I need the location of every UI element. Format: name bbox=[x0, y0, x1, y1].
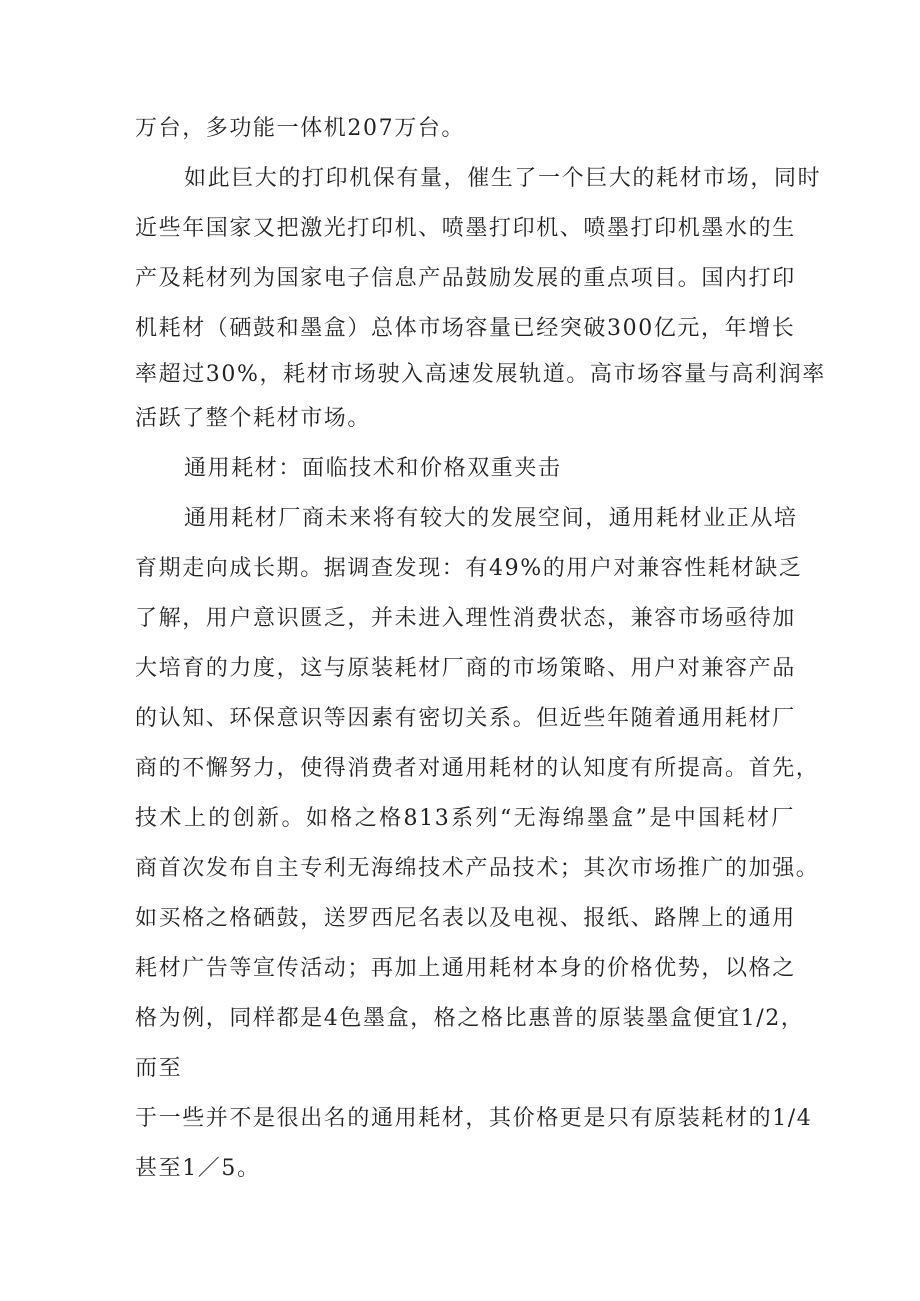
text-line: 技术上的创新。如格之格813系列“无海绵墨盒”是中国耗材厂 bbox=[135, 806, 795, 831]
text-line: 机耗材（硒鼓和墨盒）总体市场容量已经突破300亿元，年增长 bbox=[135, 316, 796, 341]
text-line: 甚至1／5。 bbox=[135, 1156, 261, 1181]
section-heading: 通用耗材：面临技术和价格双重夹击 bbox=[184, 456, 562, 481]
text-line: 育期走向成长期。据调查发现：有49%的用户对兼容性耗材缺乏 bbox=[135, 556, 803, 581]
text-line: 率超过30%，耗材市场驶入高速发展轨道。高市场容量与高利润率 bbox=[135, 362, 826, 387]
text-line: 的认知、环保意识等因素有密切关系。但近些年随着通用耗材厂 bbox=[135, 706, 796, 731]
text-line: 商的不懈努力，使得消费者对通用耗材的认知度有所提高。首先， bbox=[135, 756, 820, 781]
text-line: 活跃了整个耗材市场。 bbox=[135, 406, 372, 431]
paragraph-first-line: 如此巨大的打印机保有量，催生了一个巨大的耗材市场，同时 bbox=[184, 166, 822, 191]
text-line: 了解，用户意识匮乏，并未进入理性消费状态，兼容市场亟待加 bbox=[135, 606, 796, 631]
text-line: 近些年国家又把激光打印机、喷墨打印机、喷墨打印机墨水的生 bbox=[135, 216, 796, 241]
text-line: 商首次发布自主专利无海绵技术产品技术；其次市场推广的加强。 bbox=[135, 856, 820, 881]
text-line: 于一些并不是很出名的通用耗材，其价格更是只有原装耗材的1/4 bbox=[135, 1106, 813, 1131]
text-line: 万台，多功能一体机207万台。 bbox=[135, 116, 465, 141]
text-line: 格为例，同样都是4色墨盒，格之格比惠普的原装墨盒便宜1/2， bbox=[135, 1006, 805, 1031]
text-line: 而至 bbox=[135, 1056, 183, 1081]
text-line: 大培育的力度，这与原装耗材厂商的市场策略、用户对兼容产品 bbox=[135, 656, 796, 681]
paragraph-first-line: 通用耗材厂商未来将有较大的发展空间，通用耗材业正从培 bbox=[184, 506, 798, 531]
text-line: 如买格之格硒鼓，送罗西尼名表以及电视、报纸、路牌上的通用 bbox=[135, 906, 796, 931]
text-line: 耗材广告等宣传活动；再加上通用耗材本身的价格优势，以格之 bbox=[135, 956, 796, 981]
text-line: 产及耗材列为国家电子信息产品鼓励发展的重点项目。国内打印 bbox=[135, 266, 796, 291]
